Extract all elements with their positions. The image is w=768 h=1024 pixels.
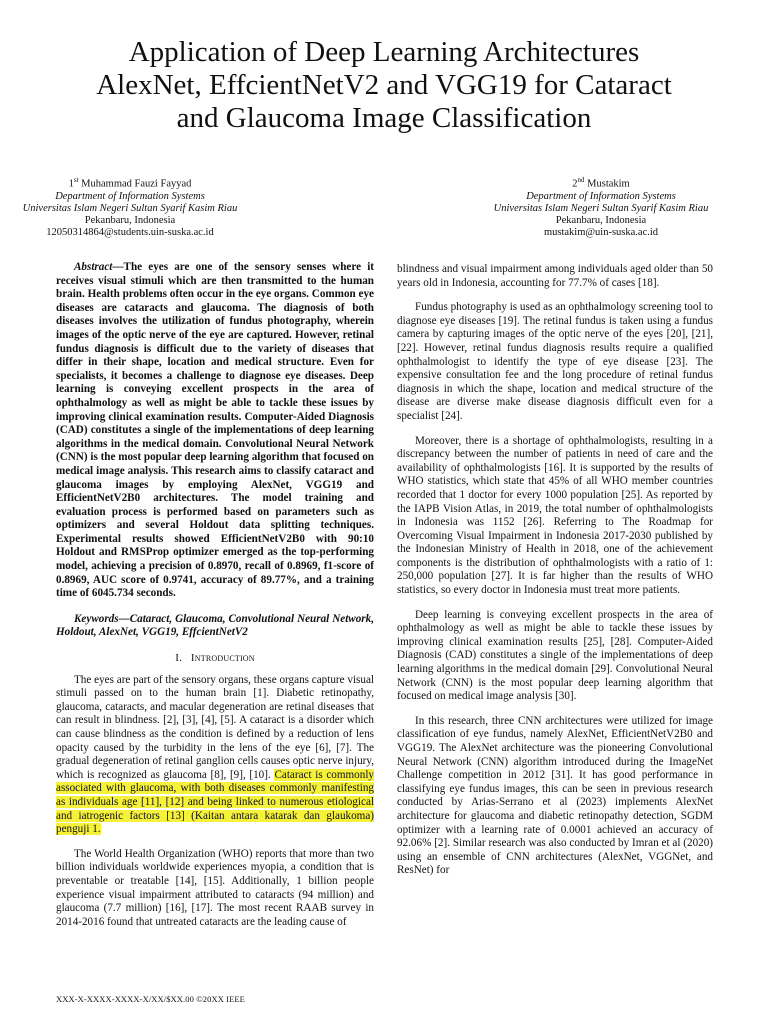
left-column: [56, 261, 374, 940]
author-name: 2nd Mustakim: [572, 176, 630, 190]
right-column: [397, 263, 713, 889]
author-name: 1st Muhammad Fauzi Fayyad: [68, 176, 192, 190]
author-location: Pekanbaru, Indonesia: [555, 215, 647, 227]
intro-paragraph-2: The World Health Organization (WHO) reports that more than two billion individuals worldwide experiences myopia, a condition that is preventable or treatable [14], [15]. Additionally, 1 billion people experience visual impairment attributed to cataracts (94 million) and glaucoma (7.7 million) [16], [17]. The most recent RAAB survey in 2014-2016 found that untreated cataracts are the leading cause of: [56, 847, 374, 928]
title-line-3: and Glaucoma Image Classification: [176, 102, 592, 134]
abstract-text: —The eyes are one of the sensory senses where it receives visual stimuli which are then transmitted to the human brain. Health problems often occur in the eye organs. Common eye diseases are cataracts and glaucoma. The diagnosis of both diseases involves the utilization of fundus photography, wherein images of the optic nerve of the eye are captured. However, retinal fundus diagnosis is difficult due to the variety of diseases that differ in their shape, location and medical structure. Even for specialists, it becomes a challenge to diagnose eye diseases. Deep learning is conveying excellent prospects in the area of ophthalmology as well as might be able to tackle these issues by improving clinical examination results. Computer-Aided Diagnosis (CAD) constitutes a single of the implementations of deep learning algorithms in the medical domain. Convolutional Neural Network (CNN) is the most popular deep learning algorithm that focused on medical image analysis. This research aims to classify cataract and glaucoma images by employing AlexNet, VGG19 and EfficientNetV2B0 architectures. The model training and evaluation process is performed based on parameters such as optimizers and several Holdout data splitting techniques. Experimental results showed EfficientNetV2B0 with 90:10 Holdout and RMSProp optimizer emerged as the top-performing model, achieving a precision of 0.8970, recall of 0.8969, f1-score of 0.8969, AUC score of 0.9741, accuracy of 89.77%, and a training time of 6045.734 seconds.: [56, 261, 374, 600]
author-block-1: [12, 174, 248, 240]
abstract: [56, 261, 374, 601]
author-location: Pekanbaru, Indonesia: [84, 215, 176, 227]
author-email[interactable]: mustakim@uin-suska.ac.id: [543, 227, 659, 239]
author-email[interactable]: 12050314864@students.uin-suska.ac.id: [46, 227, 214, 239]
paragraph-continuation: blindness and visual impairment among individuals aged older than 50 years old in Indonesia, accounting for 77.7% of cases [18].: [397, 263, 713, 289]
author-department: Department of Information Systems: [55, 190, 205, 202]
paragraph-research: In this research, three CNN architectures were utilized for image classification of eye fundus, namely AlexNet, EfficientNetV2B0 and VGG19. The AlexNet architecture was the pioneering Convolutional Neural Network (CNN) algorithm introduced during the ImageNet Challenge competition in 2012 [31]. It has good performance in classifying eye fundus images, this can be seen in previous research conducted by Arias-Serrano et al (2023) implements AlexNet architecture for glaucoma and diabetic retinopathy detection, SGDM optimizer with a learning rate of 0.0001 achieved an accuracy of 92.06% [2]. Similar research was also conducted by Imran et al (2020) using an ensemble of CNN architectures (AlexNet, VGGNet, and ResNet) for: [397, 714, 713, 877]
section-heading-introduction: I. Introduction: [175, 652, 255, 665]
author-block-2: [490, 174, 712, 240]
author-department: Department of Information Systems: [526, 190, 676, 202]
keywords: Keywords—Cataract, Glaucoma, Convolutional Neural Network, Holdout, AlexNet, VGG19, EffcientNetV2: [56, 612, 374, 639]
highlighted-text: Cataract is commonly associated with glaucoma, with both diseases commonly manifesting as individuals age [11], [12] and being linked to numerous etiological and iatrogenic factors [13] (Kaitan antara katarak dan glaukoma) penguji 1.: [56, 768, 374, 836]
author-university: Universitas Islam Negeri Sultan Syarif Kasim Riau: [493, 202, 709, 214]
title-line-1: Application of Deep Learning Architectures: [128, 36, 640, 68]
author-university: Universitas Islam Negeri Sultan Syarif Kasim Riau: [22, 202, 238, 214]
paragraph-deep-learning: Deep learning is conveying excellent prospects in the area of ophthalmology as well as might be able to tackle these issues by improving clinical examination results [25], [28]. Computer-Aided Diagnosis (CAD) constitutes a single of the implementations of deep learning algorithms in the medical domain [29]. Convolutional Neural Network (CNN) is the most popular deep learning algorithm that focused on medical image analysis [30].: [397, 608, 713, 703]
copyright-footer: XXX-X-XXXX-XXXX-X/XX/$XX.00 ©20XX IEEE: [56, 994, 245, 1004]
abstract-label: Abstract: [74, 261, 113, 273]
intro-paragraph-1: The eyes are part of the sensory organs, these organs capture visual stimuli passed on to the human brain [1]. Diabetic retinopathy, glaucoma, cataracts, and macular degeneration are retinal diseases that can result in blindness. [2], [3], [4], [5]. A cataract is a disorder which can cause blindness as the condition is defined by a reduction of lens opacity caused by the turbidity in the lens of the eye [6], [7]. The gradual degeneration of retinal ganglion cells causes optic nerve injury, which is recognized as glaucoma [8], [9], [10]. Cataract is commonly associated with glaucoma, with both diseases commonly manifesting as individuals age [11], [12] and being linked to numerous etiological and iatrogenic factors [13] (Kaitan antara katarak dan glaukoma) penguji 1.: [56, 673, 374, 836]
title-line-2: AlexNet, EffcientNetV2 and VGG19 for Cataract: [96, 69, 672, 101]
paragraph-shortage: Moreover, there is a shortage of ophthalmologists, resulting in a discrepancy between the number of patients in need of care and the availability of ophthalmologists [16]. It is supported by the results of WHO statistics, which state that 45% of all WHO member countries recorded that 1 doctor for every 1000 population [25]. As reported by the IAPB Vision Atlas, in 2019, the total number of ophthalmologists in Indonesia was 1152 [26]. Referring to The Roadmap for Overcoming Visual Impairment in Indonesia 2017-2030 published by the Indonesian Ministry of Health in 2018, one of the achievement components is the distribution of ophthalmologists with a ratio of 1: 250,000 population [27]. It is far higher than the results of WHO statistics, so every doctor in Indonesia must treat more patients.: [397, 434, 713, 597]
paper-title: [40, 36, 728, 135]
paragraph-fundus: Fundus photography is used as an ophthalmology screening tool to diagnose eye diseases [19]. The retinal fundus is taken using a fundus camera by capturing images of the optic nerve of the eyes [20], [21], [22]. However, retinal fundus diagnosis results require a qualified ophthalmologist to identify the type of eye disease [23]. The expensive consultation fee and the long procedure of retinal fundus diagnosis in which the shape, location and medical structure of the disease are diverse make disease diagnosis difficult even for a specialist [24].: [397, 301, 713, 422]
